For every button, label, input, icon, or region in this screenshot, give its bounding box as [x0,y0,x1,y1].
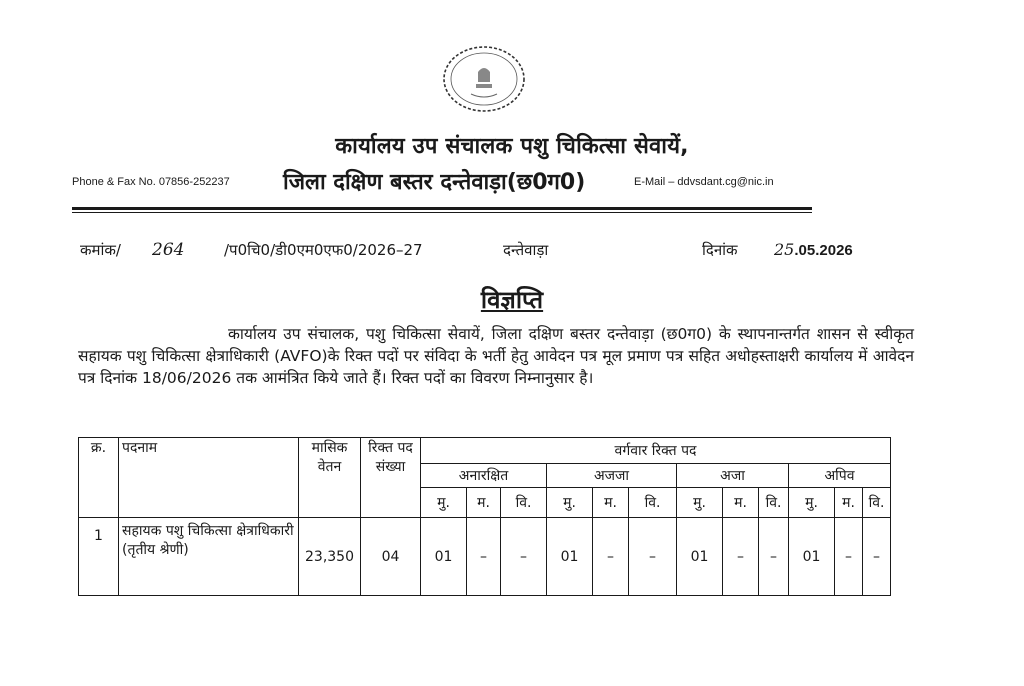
header-category-st: अजजा [547,464,677,488]
cell-value: – [501,518,547,596]
sub-header: म. [723,488,759,518]
reference-place: दन्तेवाड़ा [503,241,549,259]
sub-header: मु. [677,488,723,518]
sub-header: वि. [863,488,891,518]
reference-prefix: कमांक/ [80,241,121,259]
header-category-sc: अजा [677,464,789,488]
government-seal-emblem [441,44,527,114]
cell-value: 01 [677,518,723,596]
reference-code: /प0चि0/डी0एम0एफ0/2026–27 [224,241,423,259]
cell-value: 01 [547,518,593,596]
date-month-year: .05.2026 [794,242,853,259]
cell-value: – [629,518,677,596]
cell-value: – [723,518,759,596]
notice-heading: विज्ञप्ति [480,286,544,314]
sub-header: वि. [501,488,547,518]
sub-header: मु. [421,488,467,518]
table-row [79,518,891,596]
cell-value: – [593,518,629,596]
header-serial: क्र. [79,438,119,518]
district-title: जिला दक्षिण बस्तर दन्तेवाड़ा(छ0ग0) [283,170,586,195]
header-category-obc: अपिव [789,464,891,488]
sub-header: मु. [547,488,593,518]
sub-header: म. [467,488,501,518]
date-label: दिनांक [702,241,738,259]
sub-header: वि. [629,488,677,518]
cell-value: 01 [789,518,835,596]
header-post: पदनाम [119,438,299,518]
sub-header: म. [593,488,629,518]
cell-post: सहायक पशु चिकित्सा क्षेत्राधिकारी (तृतीय श्रेणी) [119,518,299,596]
cell-value: – [863,518,891,596]
office-title: कार्यालय उप संचालक पशु चिकित्सा सेवायें, [335,134,689,159]
cell-salary: 23,350 [299,518,361,596]
reference-number: 264 [152,240,185,260]
header-divider-thick [72,207,812,210]
reference-date [774,240,853,259]
sub-header: वि. [759,488,789,518]
cell-value: 01 [421,518,467,596]
date-day: 25 [774,240,795,259]
phone-fax: Phone & Fax No. 07856-252237 [72,176,230,188]
header-salary: मासिक वेतन [299,438,361,518]
sub-header: मु. [789,488,835,518]
header-category-group: वर्गवार रिक्त पद [421,438,891,464]
header-count: रिक्त पद संख्या [361,438,421,518]
header-divider-thin [72,212,812,213]
vacancy-table [78,437,891,596]
cell-value: – [759,518,789,596]
email-address: E-Mail – ddvsdant.cg@nic.in [634,176,774,188]
notice-body: कार्यालय उप संचालक, पशु चिकित्सा सेवायें, जिला दक्षिण बस्तर दन्तेवाड़ा (छ0ग0) के स्थापनान्तर्गत शासन से स्वीकृत सहायक पशु चिकित्सा क्षेत्राधिकारी (AVFO)के रिक्त पदों पर संविदा के भर्ती हेतु आवेदन पत्र मूल प्रमाण पत्र सहित अधोहस्ताक्षरी कार्यालय में आवेदन पत्र दिनांक 18/06/2026 तक आमंत्रित किये जाते हैं। रिक्त पदों का विवरण निम्नानुसार है। [78,325,914,387]
header-category-unreserved: अनारक्षित [421,464,547,488]
cell-value: – [467,518,501,596]
cell-value: – [835,518,863,596]
cell-count: 04 [361,518,421,596]
cell-serial: 1 [79,518,119,596]
sub-header: म. [835,488,863,518]
